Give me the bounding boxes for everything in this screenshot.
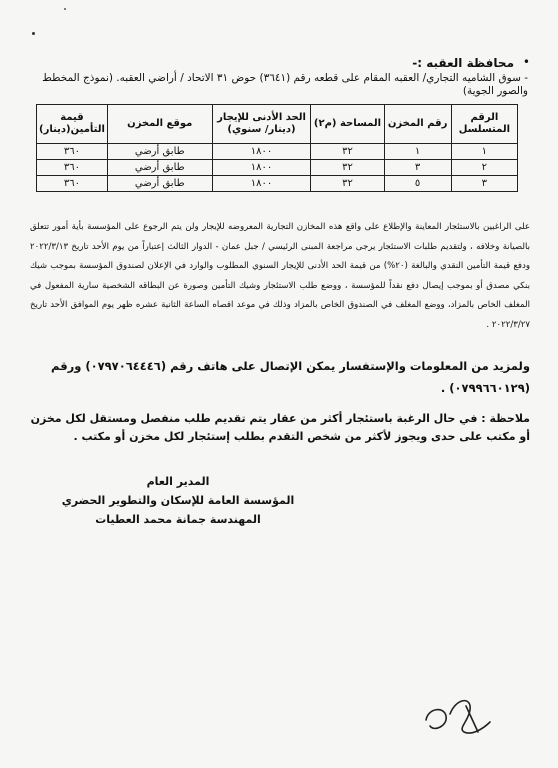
signature-block [58, 472, 298, 529]
col-serial-header: الرقم المتسلسل [451, 105, 517, 144]
cell-location: طابق أرضي [107, 144, 212, 160]
cell-min-rent: ١٨٠٠ [212, 144, 311, 160]
property-description: - سوق الشاميه التجاري/ العقبه المقام على قطعه رقم (٣٦٤١) حوض ٣١ الاتحاد / أراضي العقبه. (نموذج المخطط والصور الجوية) [42, 72, 528, 97]
cell-deposit: ٣٦٠ [37, 160, 108, 176]
contact-info: ولمزيد من المعلومات والإستفسار يمكن الإتصال على هاتف رقم (٠٧٩٧٠٦٤٤٤٦) ورقم (٠٧٩٩٦٦٠١٢٩) . [51, 359, 530, 395]
cell-store-number: ٥ [384, 176, 451, 192]
warehouse-table [36, 104, 518, 192]
terms-paragraph: على الراغبين بالاستئجار المعاينة والإطلاع على واقع هذه المخازن التجارية المعروضه للإيجار ولن يتم الرجوع على المؤسسة بأية أمور تتعلق بالصيانة وخلافه ، ولتقديم طلبات الاستئجار يرجى مراجعة المبنى الرئيسي / جبل عمان - الدوار الثالث إعتباراً من يوم الأحد تاريخ ٢٠٢٢/٣/١٣ ودفع قيمة التأمين النقدي والبالغة (٢٠%) من قيمة الحد الأدنى للإيجار السنوي المطلوب والوارد في الإعلان لصندوق المؤسسة بموجب شيك بنكي مصدق أو بموجب إيصال دفع نقداً للمؤسسة ، ووضع طلب الاستئجار وشيك التأمين وصورة عن البطاقه الشخصية سارية المفعول في المغلف الخاص بالمزاد، ووضع المغلف في الصندوق الخاص بالمزاد وذلك في موعد اقصاه الساعة الثانية عشره ظهر يوم الموافق الأحد تاريخ ٢٠٢٢/٣/٢٧ . [30, 222, 531, 330]
cell-area: ٣٢ [311, 144, 384, 160]
cell-store-number: ١ [384, 144, 451, 160]
table-header-row [37, 105, 518, 144]
signer-organization: المؤسسة العامة للإسكان والتطوير الحضري [61, 494, 295, 507]
handwritten-signature [420, 688, 500, 738]
col-location-header: موقع المخزن [107, 105, 212, 144]
col-area-header: المساحة (م٢) [311, 105, 384, 144]
cell-serial: ٢ [451, 160, 517, 176]
scan-speck [64, 8, 66, 10]
table-row [37, 176, 518, 192]
cell-location: طابق أرضي [107, 160, 212, 176]
bullet-marker: • [522, 55, 530, 69]
scan-speck [32, 32, 35, 35]
table-row [37, 160, 518, 176]
cell-serial: ٣ [451, 176, 517, 192]
cell-serial: ١ [451, 144, 517, 160]
cell-deposit: ٣٦٠ [37, 176, 108, 192]
governorate-heading: محافظة العقبه :- [412, 56, 514, 70]
col-min-rent-header: الحد الأدنى للإيجار (دينار/ سنوي) [212, 105, 311, 144]
col-deposit-header: قيمة التأمين(دينار) [37, 105, 108, 144]
note-paragraph: ملاحظة : في حال الرغبة باستئجار أكثر من عقار يتم تقديم طلب منفصل ومستقل لكل مخزن أو مكتب على حدى ويجوز لأكثر من شخص التقدم بطلب إستئجار لكل مخزن أو مكتب . [30, 412, 530, 443]
signer-title: المدير العام [146, 475, 210, 488]
cell-deposit: ٣٦٠ [37, 144, 108, 160]
signer-name: المهندسة جمانة محمد العطيات [95, 513, 261, 526]
cell-location: طابق أرضي [107, 176, 212, 192]
table-row [37, 144, 518, 160]
cell-min-rent: ١٨٠٠ [212, 176, 311, 192]
cell-area: ٣٢ [311, 160, 384, 176]
cell-min-rent: ١٨٠٠ [212, 160, 311, 176]
cell-area: ٣٢ [311, 176, 384, 192]
col-store-number-header: رقم المخزن [384, 105, 451, 144]
cell-store-number: ٣ [384, 160, 451, 176]
